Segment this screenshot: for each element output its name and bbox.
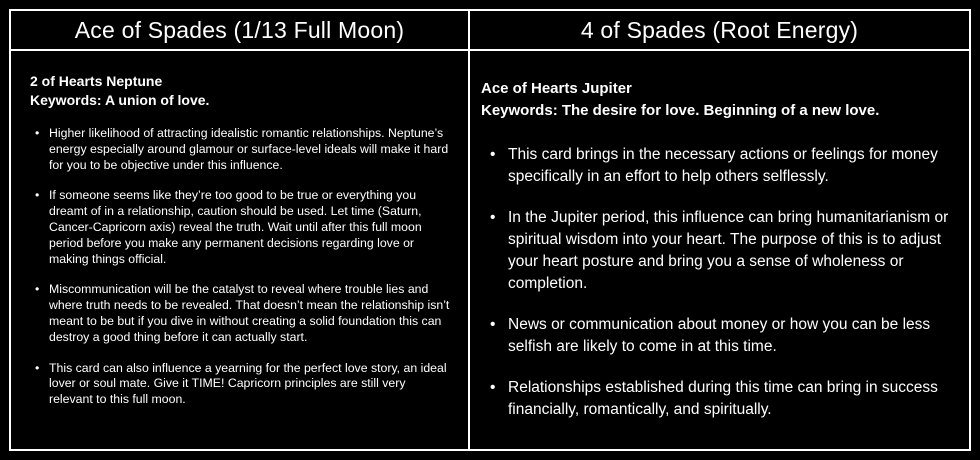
left-card-title: 2 of Hearts Neptune: [30, 73, 163, 89]
list-item: • In the Jupiter period, this influence can bring humanitarianism or spiritual wisdom into your heart. The purpose of this is to adjust your heart posture and bring you a sense of wholeness or completion.: [490, 207, 960, 295]
list-item: • This card brings in the necessary actions or feelings for money specifically in an effort to help others selflessly.: [490, 144, 960, 188]
left-keywords: Keywords: A union of love.: [30, 92, 210, 108]
list-item: • This card can also influence a yearning for the perfect love story, an ideal lover or soul mate. Give it TIME! Capricorn principles are still very relevant to this full moon.: [35, 361, 450, 408]
list-item: • News or communication about money or how you can be less selfish are likely to come in at this time.: [490, 314, 960, 358]
list-item: • Miscommunication will be the catalyst to reveal where trouble lies and where truth needs to be revealed. That doesn’t mean the relationship isn’t meant to be but if you dive in without creating a solid foundation this can destroy a good thing before it can actually start.: [35, 282, 450, 345]
left-card-heading: [30, 72, 209, 110]
left-column-body: [9, 51, 470, 451]
right-keywords: Keywords: The desire for love. Beginning of a new love.: [481, 102, 880, 119]
left-column-header: Ace of Spades (1/13 Full Moon): [9, 9, 470, 51]
left-bullet-list: [35, 126, 450, 423]
right-card-title: Ace of Hearts Jupiter: [481, 80, 632, 97]
list-item: • Higher likelihood of attracting idealistic romantic relationships. Neptune’s energy especially around glamour or surface-level ideals will make it hard for you to be objective under this influence.: [35, 126, 450, 173]
right-card-heading: [481, 78, 879, 122]
list-item: • Relationships established during this time can bring in success financially, romantically, and spiritually.: [490, 377, 960, 421]
right-column-body: [470, 51, 971, 451]
list-item: • If someone seems like they’re too good to be true or everything you dreamt of in a relationship, caution should be used. Let time (Saturn, Cancer-Capricorn axis) reveal the truth. Wait until after this full moon period before you make any permanent decisions regarding love or making things official.: [35, 188, 450, 267]
right-column-header: 4 of Spades (Root Energy): [470, 9, 971, 51]
right-bullet-list: [490, 144, 960, 440]
